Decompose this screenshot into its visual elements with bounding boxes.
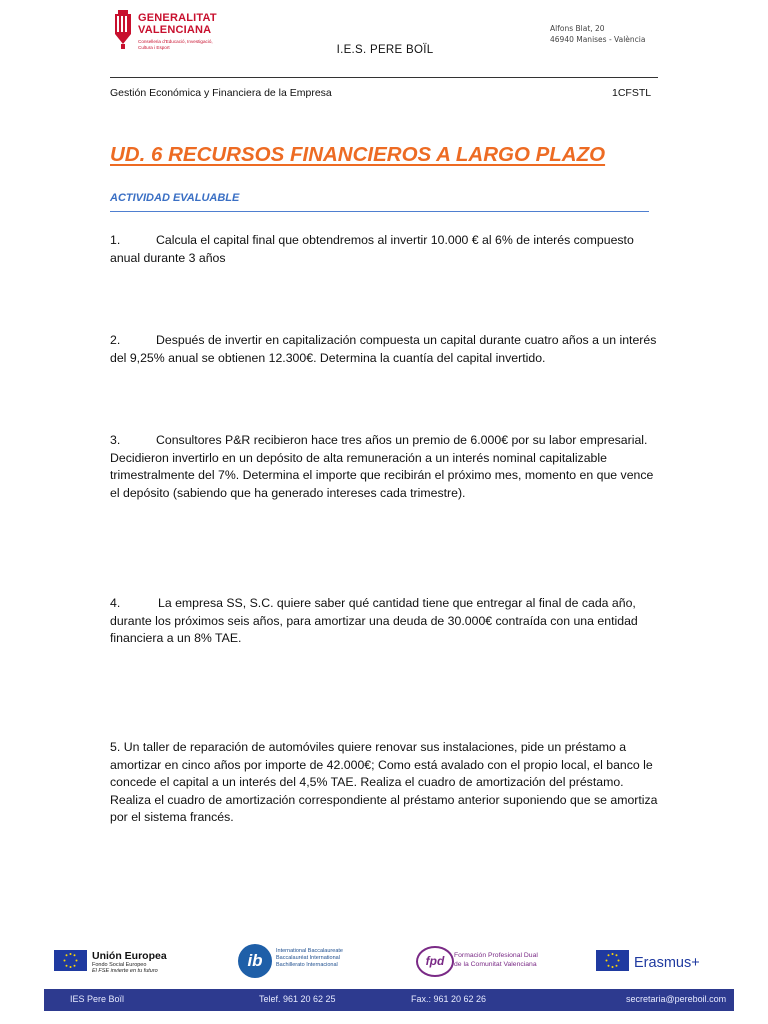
fpd-line-1: Formación Profesional Dual [454, 952, 538, 959]
ib-line-1: International Baccalaureate [276, 948, 343, 954]
address-line-2: 46940 Manises - València [550, 34, 646, 44]
footer-school: IES Pere Boïl [70, 994, 125, 1004]
ib-line-2: Baccalauréat International [276, 955, 340, 961]
footer-email[interactable]: secretaria@pereboil.com [626, 994, 727, 1004]
question-3 [110, 432, 658, 502]
ib-line-3: Bachillerato Internacional [276, 962, 338, 968]
header-divider [110, 77, 658, 78]
question-2 [110, 332, 658, 367]
question-number: 4. [110, 596, 121, 610]
erasmus-flag-icon [596, 950, 629, 971]
question-number: 5. [110, 740, 121, 754]
logo-line-1: GENERALITAT [138, 12, 217, 24]
question-1 [110, 232, 658, 267]
question-text: Consultores P&R recibieron hace tres años un premio de 6.000€ por su labor empresarial. Decidieron invertirlo en un depósito de alta remuneración a un interés nominal capitalizable trimestralmente del 7%. Determina el importe que recibirán el próximo mes, momento en que vence el depósito (sabiendo que ha generado intereses cada trimestre). [110, 433, 654, 500]
school-address [550, 24, 645, 45]
erasmus-label: Erasmus+ [634, 955, 700, 971]
question-text: La empresa SS, S.C. quiere saber qué cantidad tiene que entregar al final de cada año, durante los próximos seis años, para amortizar una deuda de 30.000€ contraída con una entidad financiera a un 8% TAE. [110, 596, 638, 645]
page-title: UD. 6 RECURSOS FINANCIEROS A LARGO PLAZO [110, 143, 606, 166]
question-text: Un taller de reparación de automóviles quiere renovar sus instalaciones, pide un préstamo a amortizar en cinco años por importe de 42.000€; Como está avalado con el propio local, el banco le concede el capital a un interés del 4,5% TAE. Realiza el cuadro de amortización del préstamo. Realiza el cuadro de amortización correspondiente al préstamo anterior suponiendo que se amortiza por el sistema francés. [110, 740, 658, 824]
address-line-1: Alfons Blat, 20 [550, 24, 605, 33]
eu-slogan: El FSE invierte en tu futuro [92, 968, 158, 974]
question-4 [110, 595, 658, 648]
question-5 [110, 739, 658, 827]
course-code: 1CFSTL [612, 87, 652, 99]
footer-phone: Telef. 961 20 62 25 [259, 994, 336, 1004]
question-text: Calcula el capital final que obtendremos al invertir 10.000 € al 6% de interés compuesto anual durante 3 años [110, 233, 634, 265]
eu-title: Unión Europea [92, 950, 167, 962]
question-number: 1. [110, 233, 121, 247]
fpd-line-2: de la Comunitat Valenciana [454, 961, 537, 968]
logo-line-3: Conselleria d'Educació, Investigació, Cultura i Esport [138, 39, 213, 50]
footer-bar [44, 989, 734, 1011]
question-text: Después de invertir en capitalización compuesta un capital durante cuatro años a un interés del 9,25% anual se obtienen 12.300€. Determina la cuantía del capital invertido. [110, 333, 657, 365]
ib-logo: ib [238, 944, 272, 978]
logo-line-2: VALENCIANA [138, 24, 212, 36]
question-number: 3. [110, 433, 121, 447]
generalitat-logo [112, 8, 222, 56]
eu-flag-icon [54, 950, 87, 971]
coat-of-arms-icon [112, 10, 134, 50]
footer-fax: Fax.: 961 20 62 26 [411, 994, 487, 1004]
activity-underline [110, 211, 649, 212]
activity-heading: ACTIVIDAD EVALUABLE [110, 192, 240, 204]
eu-subtitle: Fondo Social Europeo [92, 962, 147, 968]
school-name: I.E.S. PERE BOÏL [336, 44, 434, 56]
subject-name: Gestión Económica y Financiera de la Empresa [110, 87, 332, 99]
question-number: 2. [110, 333, 121, 347]
fpd-logo: fpd [416, 946, 454, 977]
